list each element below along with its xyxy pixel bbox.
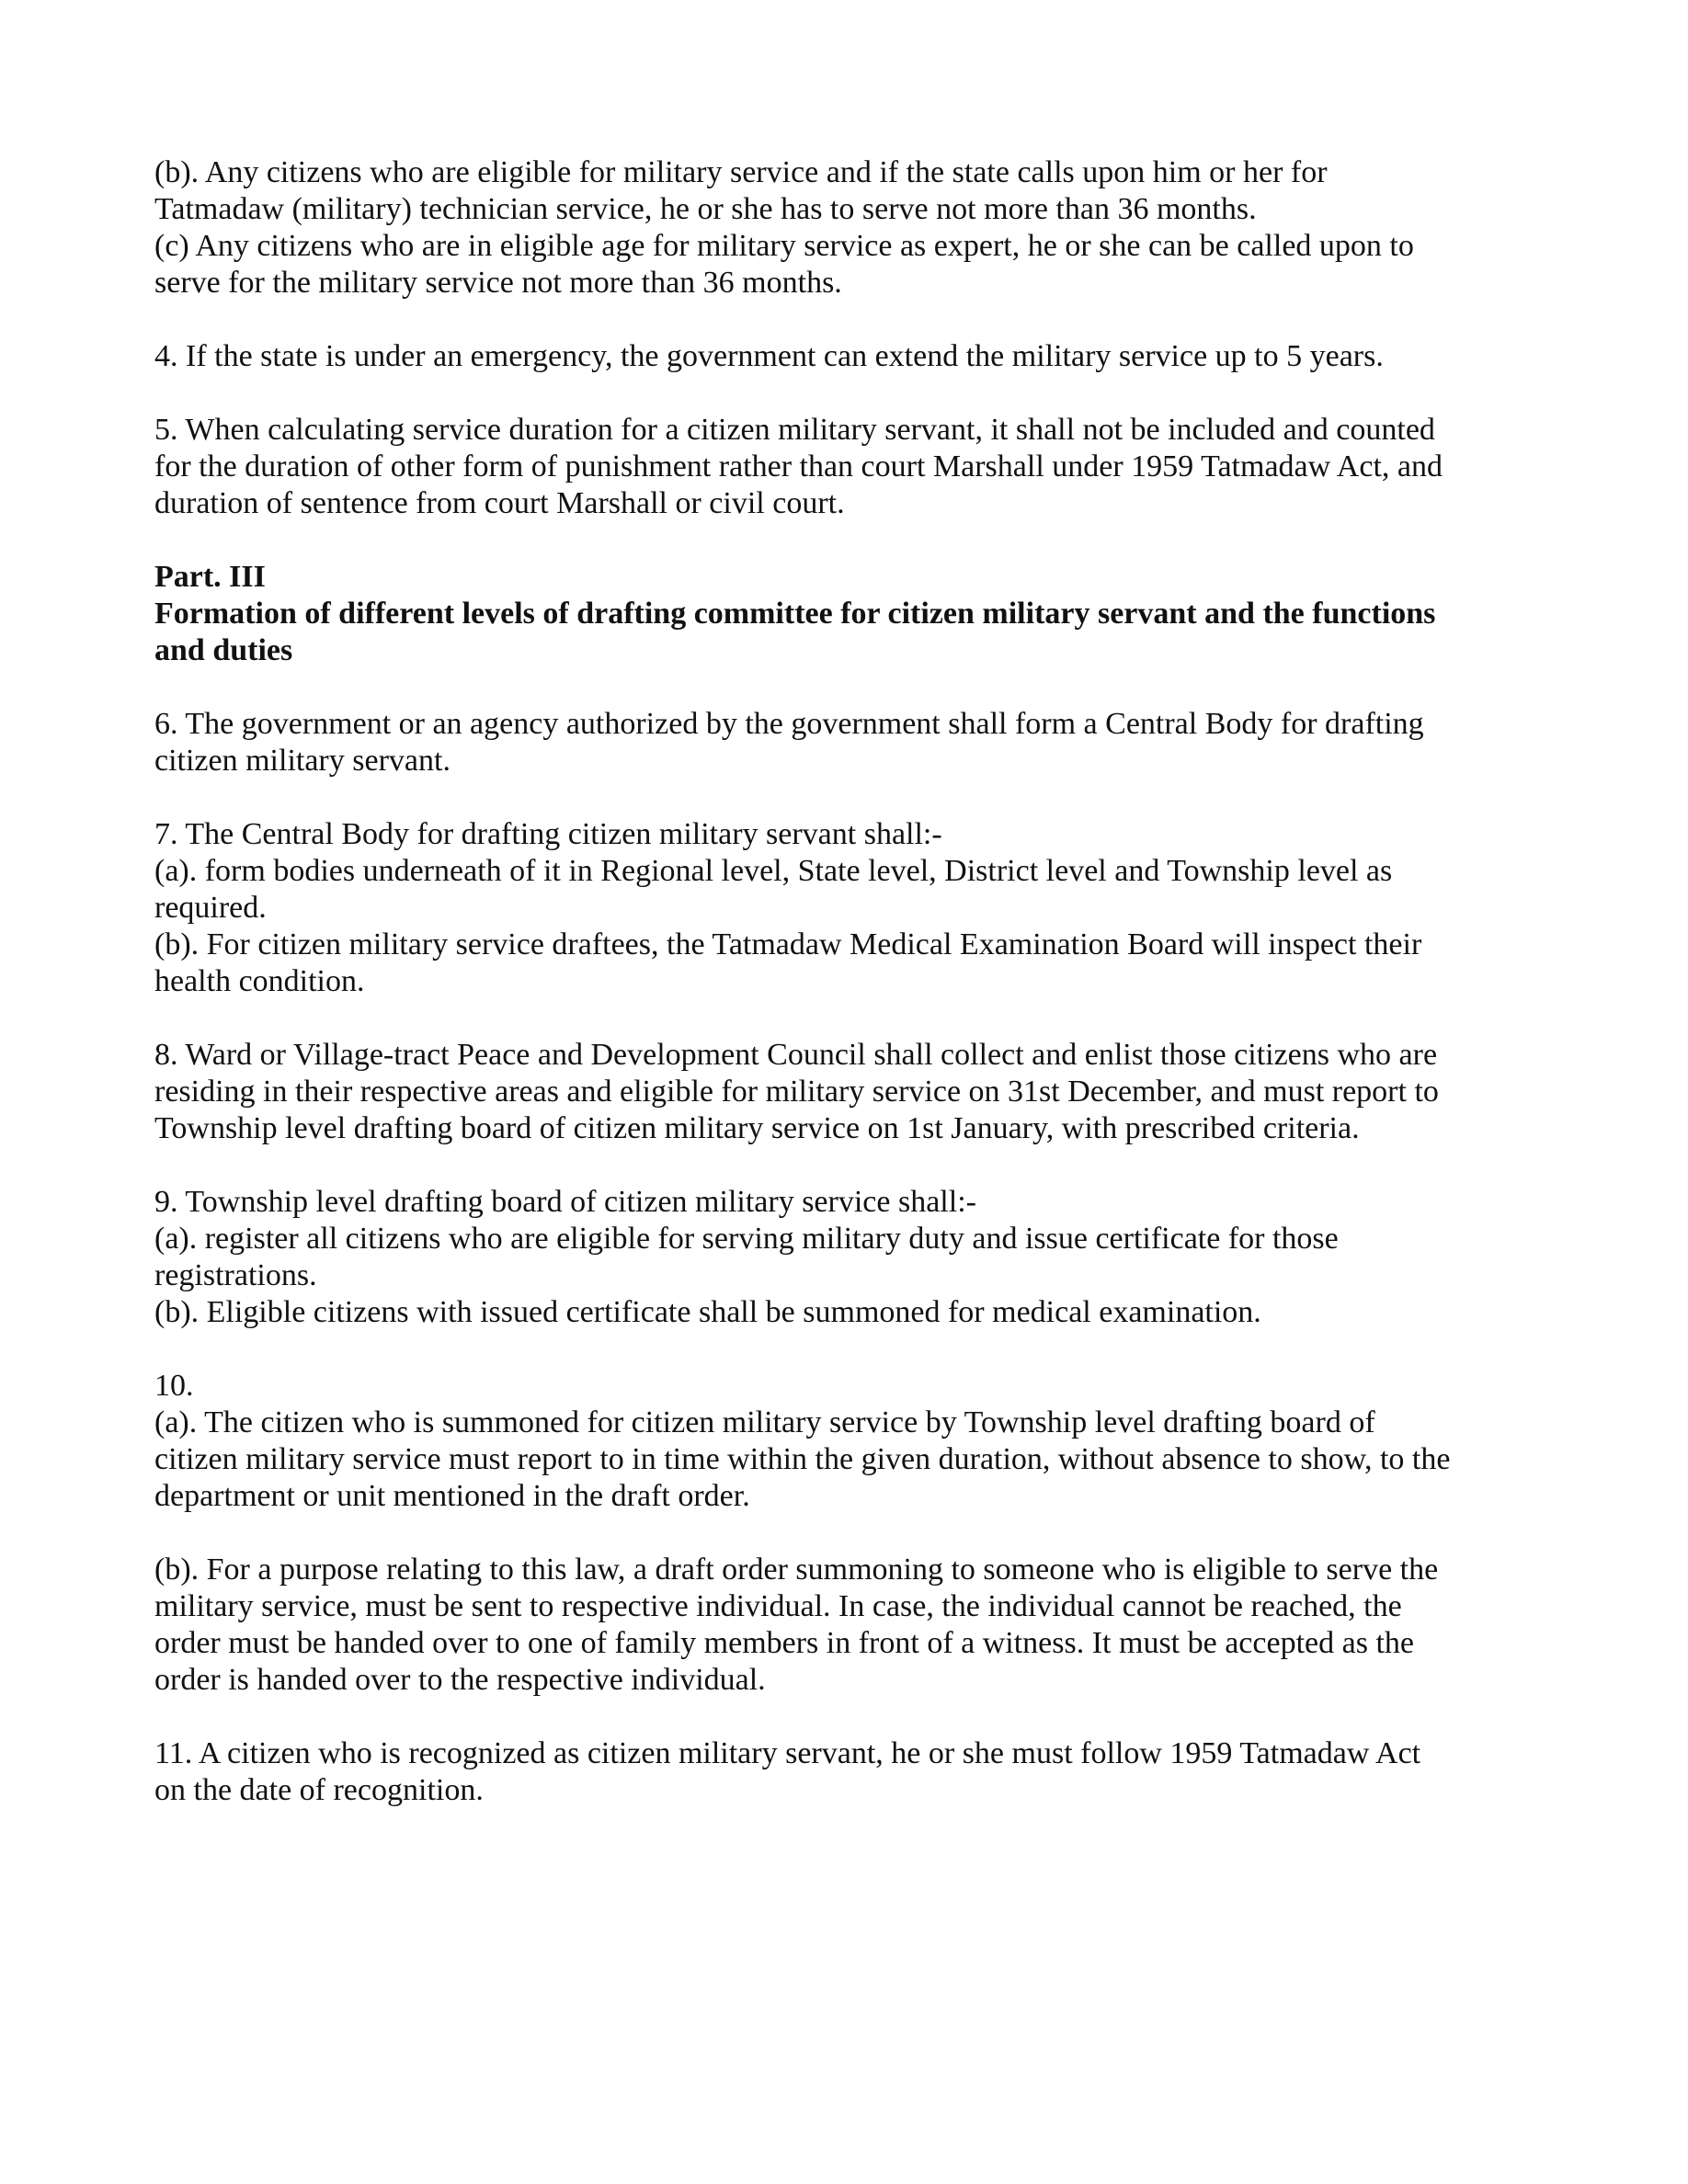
section-10-a [154, 1368, 1534, 1515]
text-line: 11. A citizen who is recognized as citizen military servant, he or she must follow 1959 Tatmadaw Act [154, 1736, 1421, 1770]
part-heading-block [154, 559, 1534, 669]
text-line: health condition. [154, 964, 365, 998]
text-line: department or unit mentioned in the draft order. [154, 1479, 750, 1513]
paragraph-spacer [154, 1515, 1534, 1552]
text-line: Township level drafting board of citizen military service on 1st January, with prescribed criteria. [154, 1111, 1360, 1145]
text-line: on the date of recognition. [154, 1773, 484, 1807]
part-heading: Part. III [154, 560, 266, 594]
text-line: Tatmadaw (military) technician service, he or she has to serve not more than 36 months. [154, 192, 1257, 226]
text-line: citizen military service must report to in time within the given duration, without absence to show, to the [154, 1442, 1451, 1476]
text-line: citizen military servant. [154, 744, 451, 778]
text-line: 4. If the state is under an emergency, the government can extend the military service up to 5 years. [154, 339, 1384, 373]
part-title-line: and duties [154, 633, 293, 667]
text-line: (b). Eligible citizens with issued certificate shall be summoned for medical examination. [154, 1295, 1261, 1329]
text-line: required. [154, 891, 267, 925]
text-line: 8. Ward or Village-tract Peace and Development Council shall collect and enlist those citizens who are [154, 1038, 1438, 1072]
text-line: order must be handed over to one of family members in front of a witness. It must be accepted as the [154, 1626, 1414, 1660]
text-line: (a). form bodies underneath of it in Regional level, State level, District level and Township level as [154, 854, 1393, 888]
section-8 [154, 1037, 1534, 1147]
text-line: (b). For citizen military service draftees, the Tatmadaw Medical Examination Board will inspect their [154, 927, 1422, 961]
text-line: military service, must be sent to respective individual. In case, the individual cannot be reached, the [154, 1589, 1402, 1623]
text-line: (a). register all citizens who are eligible for serving military duty and issue certificate for those [154, 1222, 1339, 1256]
paragraph-spacer [154, 1000, 1534, 1037]
text-line: residing in their respective areas and eligible for military service on 31st December, and must report to [154, 1075, 1439, 1109]
text-line: 7. The Central Body for drafting citizen military servant shall:- [154, 817, 942, 851]
text-line: (a). The citizen who is summoned for citizen military service by Township level drafting board of [154, 1405, 1375, 1439]
text-line: 6. The government or an agency authorized by the government shall form a Central Body for drafting [154, 707, 1424, 741]
text-line: order is handed over to the respective individual. [154, 1663, 766, 1697]
paragraph-spacer [154, 1147, 1534, 1184]
section-4 [154, 338, 1534, 375]
paragraph-b-technician-service [154, 154, 1534, 228]
paragraph-spacer [154, 375, 1534, 412]
text-line: 5. When calculating service duration for a citizen military servant, it shall not be included and counted [154, 413, 1435, 447]
text-line: (c) Any citizens who are in eligible age for military service as expert, he or she can be called upon to [154, 229, 1414, 263]
section-10-b [154, 1552, 1534, 1699]
section-6 [154, 706, 1534, 779]
text-line: serve for the military service not more than 36 months. [154, 266, 842, 300]
paragraph-spacer [154, 1699, 1534, 1735]
paragraph-spacer [154, 301, 1534, 338]
text-line: (b). Any citizens who are eligible for military service and if the state calls upon him or her for [154, 155, 1328, 189]
paragraph-spacer [154, 522, 1534, 559]
paragraph-spacer [154, 779, 1534, 816]
section-5 [154, 412, 1534, 522]
paragraph-spacer [154, 669, 1534, 706]
text-line: duration of sentence from court Marshall or civil court. [154, 486, 845, 520]
section-11 [154, 1735, 1534, 1809]
section-7 [154, 816, 1534, 1000]
section-9 [154, 1184, 1534, 1331]
text-line: 9. Township level drafting board of citizen military service shall:- [154, 1185, 976, 1219]
document-body [154, 154, 1534, 1809]
paragraph-spacer [154, 1331, 1534, 1368]
text-line: (b). For a purpose relating to this law, a draft order summoning to someone who is eligible to serve the [154, 1553, 1439, 1587]
text-line: registrations. [154, 1258, 317, 1292]
text-line: for the duration of other form of punishment rather than court Marshall under 1959 Tatmadaw Act, and [154, 449, 1443, 483]
text-line: 10. [154, 1369, 194, 1403]
part-title-line: Formation of different levels of drafting committee for citizen military servant and the functions [154, 597, 1436, 631]
paragraph-c-expert-service [154, 228, 1534, 301]
